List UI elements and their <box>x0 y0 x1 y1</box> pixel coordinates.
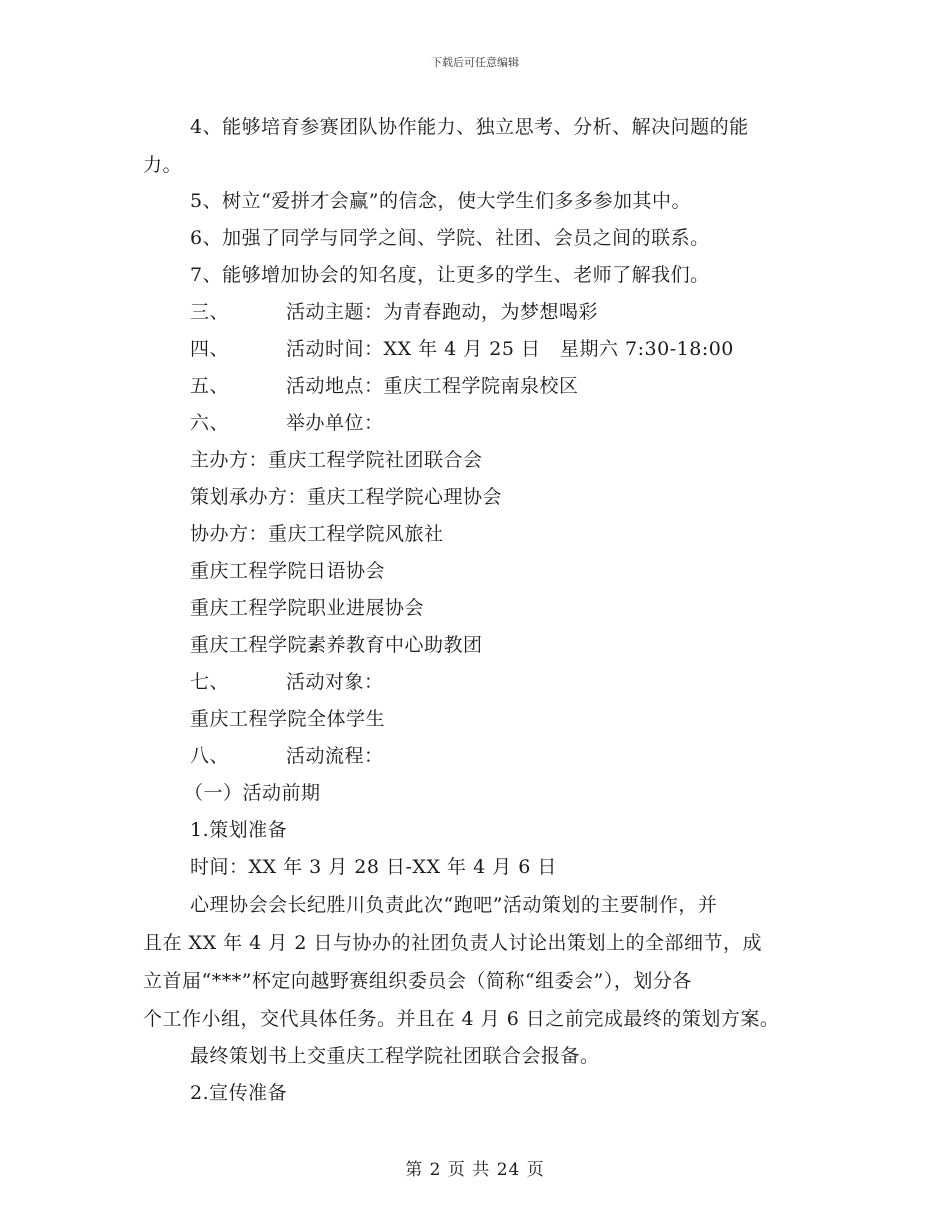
co-organizer-4: 重庆工程学院素养教育中心助教团 <box>190 634 483 656</box>
paragraph-line4: 个工作小组，交代具体任务。并且在 4 月 6 日之前完成最终的策划方案。 <box>143 1008 780 1030</box>
section-number: 三、 <box>190 301 230 323</box>
section-text: 活动对象： <box>286 671 384 693</box>
co-organizer-1: 协办方：重庆工程学院风旅社 <box>190 523 444 545</box>
section-text: 举办单位： <box>286 412 384 434</box>
section-6 <box>190 411 384 435</box>
objective-7: 7、能够增加协会的知名度，让更多的学生、老师了解我们。 <box>190 264 710 286</box>
section-number: 六、 <box>190 412 230 434</box>
objective-4-line2: 力。 <box>143 154 183 176</box>
section-8 <box>190 744 384 768</box>
section-text: 活动地点：重庆工程学院南泉校区 <box>286 375 579 397</box>
section-text: 活动流程： <box>286 745 384 767</box>
phase-1-heading: （一）活动前期 <box>184 782 321 804</box>
step-1-heading: 1.策划准备 <box>190 819 288 841</box>
step-2-heading: 2.宣传准备 <box>190 1082 288 1104</box>
objective-5: 5、树立“爱拼才会赢”的信念，使大学生们多多参加其中。 <box>190 190 692 212</box>
section-3 <box>190 300 598 324</box>
target-audience: 重庆工程学院全体学生 <box>190 708 386 730</box>
section-5 <box>190 374 579 398</box>
objective-6: 6、加强了同学与同学之间、学院、社团、会员之间的联系。 <box>190 227 710 249</box>
section-text: 活动时间：XX 年 4 月 25 日 星期六 7:30-18:00 <box>286 338 734 360</box>
section-4 <box>190 337 734 361</box>
co-organizer-3: 重庆工程学院职业进展协会 <box>190 597 425 619</box>
page-header: 下载后可任意编辑 <box>431 56 519 69</box>
paragraph-line2: 且在 XX 年 4 月 2 日与协办的社团负责人讨论出策划上的全部细节，成 <box>143 932 762 954</box>
section-7 <box>190 670 384 694</box>
final-report-note: 最终策划书上交重庆工程学院社团联合会报备。 <box>190 1045 600 1067</box>
section-number: 八、 <box>190 745 230 767</box>
co-organizer-2: 重庆工程学院日语协会 <box>190 560 386 582</box>
page-footer: 第 2 页 共 24 页 <box>405 1160 545 1180</box>
objective-4-line1: 4、能够培育参赛团队协作能力、独立思考、分析、解决问题的能 <box>190 116 749 138</box>
section-number: 五、 <box>190 375 230 397</box>
planning-organizer: 策划承办方：重庆工程学院心理协会 <box>190 486 503 508</box>
section-text: 活动主题：为青春跑动，为梦想喝彩 <box>286 301 599 323</box>
planning-time: 时间：XX 年 3 月 28 日-XX 年 4 月 6 日 <box>190 856 557 878</box>
paragraph-line1: 心理协会会长纪胜川负责此次“跑吧”活动策划的主要制作，并 <box>190 894 718 916</box>
paragraph-line3: 立首届“***”杯定向越野赛组织委员会（简称“组委会”），划分各 <box>143 970 692 992</box>
section-number: 七、 <box>190 671 230 693</box>
host-organizer: 主办方：重庆工程学院社团联合会 <box>190 449 483 471</box>
section-number: 四、 <box>190 338 230 360</box>
